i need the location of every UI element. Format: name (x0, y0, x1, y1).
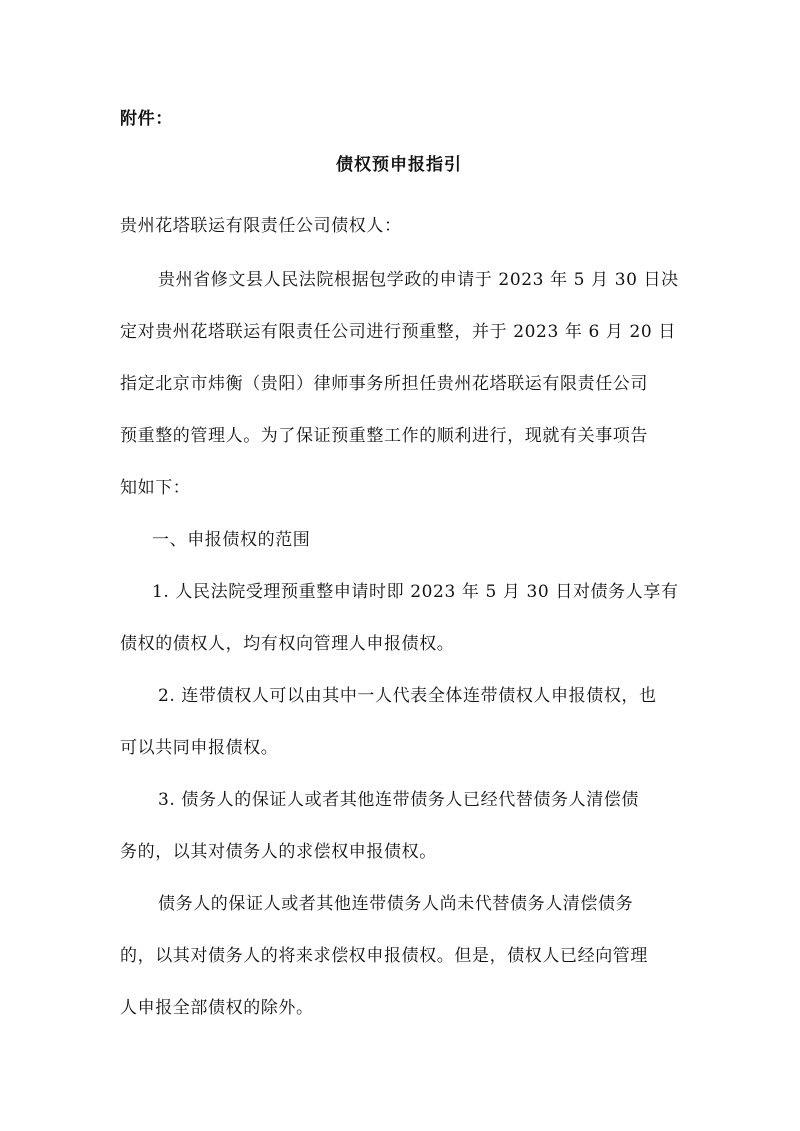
item2-line-1: 2. 连带债权人可以由其中一人代表全体连带债权人申报债权，也 (158, 686, 657, 706)
item1-line-1: 1. 人民法院受理预重整申请时即 2023 年 5 月 30 日对债务人享有 (152, 582, 679, 602)
salutation: 贵州花塔联运有限责任公司债权人： (120, 216, 402, 236)
item3-line-2: 务的，以其对债务人的求偿权申报债权。 (120, 842, 437, 862)
intro-line-1: 贵州省修文县人民法院根据包学政的申请于 2023 年 5 月 30 日决 (158, 270, 679, 290)
intro-line-3: 指定北京市炜衡（贵阳）律师事务所担任贵州花塔联运有限责任公司 (120, 374, 648, 394)
item4-line-3: 人申报全部债权的除外。 (120, 998, 314, 1018)
item4-line-2: 的，以其对债务人的将来求偿权申报债权。但是，债权人已经向管理 (120, 946, 648, 966)
section-heading: 一、申报债权的范围 (152, 530, 311, 550)
intro-line-4: 预重整的管理人。为了保证预重整工作的顺利进行，现就有关事项告 (120, 426, 648, 446)
item3-line-1: 3. 债务人的保证人或者其他连带债务人已经代替债务人清偿债 (158, 790, 640, 810)
intro-line-5: 知如下： (120, 478, 191, 498)
document-title: 债权预申报指引 (336, 155, 462, 175)
item4-line-1: 债务人的保证人或者其他连带债务人尚未代替债务人清偿债务 (158, 894, 634, 914)
attachment-label: 附件： (120, 109, 173, 129)
item2-line-2: 可以共同申报债权。 (120, 738, 279, 758)
intro-line-2: 定对贵州花塔联运有限责任公司进行预重整，并于 2023 年 6 月 20 日 (120, 322, 676, 342)
item1-line-2: 债权的债权人，均有权向管理人申报债权。 (120, 634, 455, 654)
